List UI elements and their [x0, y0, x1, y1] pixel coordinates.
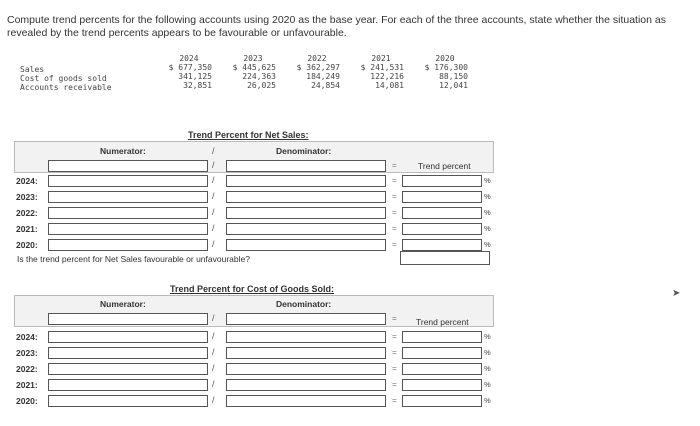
divide-symbol: /: [212, 379, 215, 389]
cogs-header-denominator-input[interactable]: [226, 313, 386, 325]
cell: 341,125: [178, 72, 212, 81]
divide-symbol: /: [212, 313, 215, 323]
cogs-numerator-input[interactable]: [48, 363, 208, 375]
percent-symbol: %: [484, 224, 491, 233]
denominator-label: Denominator:: [276, 299, 332, 309]
divide-symbol: /: [212, 146, 215, 156]
sales-trend-input[interactable]: [402, 223, 482, 235]
percent-symbol: %: [484, 240, 491, 249]
cogs-denominator-input[interactable]: [226, 347, 386, 359]
sales-trend-input[interactable]: [402, 175, 482, 187]
row-label-sales: Sales: [20, 65, 45, 74]
sales-row-2021: [14, 222, 500, 236]
sales-numerator-input[interactable]: [48, 175, 208, 187]
sales-row-2023: [14, 190, 500, 204]
cogs-section-title: Trend Percent for Cost of Goods Sold:: [170, 284, 335, 294]
cell: 14,081: [375, 81, 404, 90]
cogs-trend-input[interactable]: [402, 347, 482, 359]
col-year: 2022: [307, 54, 327, 63]
sales-favourable-question: Is the trend percent for Net Sales favourable or unfavourable?: [17, 254, 250, 264]
cell: 224,363: [242, 72, 276, 81]
equals-symbol: =: [392, 208, 397, 217]
divide-symbol: /: [212, 175, 215, 185]
sales-header-denominator-input[interactable]: [226, 160, 386, 172]
equals-symbol: =: [392, 396, 397, 405]
col-year: 2021: [371, 54, 391, 63]
cogs-row-2022: [14, 362, 500, 376]
year-label: 2022:: [16, 364, 38, 374]
year-label: 2020:: [16, 240, 38, 250]
year-label: 2021:: [16, 380, 38, 390]
col-year: 2023: [243, 54, 263, 63]
cell: $ 677,350: [168, 63, 212, 72]
percent-symbol: %: [484, 192, 491, 201]
equals-symbol: =: [392, 161, 397, 170]
cell: 12,041: [439, 81, 468, 90]
sales-numerator-input[interactable]: [48, 207, 208, 219]
cursor-icon: ➤: [672, 288, 681, 299]
year-label: 2024:: [16, 176, 38, 186]
divide-symbol: /: [212, 191, 215, 201]
col-2020: [422, 54, 468, 90]
percent-symbol: %: [484, 348, 491, 357]
cogs-row-2023: [14, 346, 500, 360]
cogs-row-2024: [14, 330, 500, 344]
sales-trend-input[interactable]: [402, 207, 482, 219]
cogs-denominator-input[interactable]: [226, 379, 386, 391]
cell: 26,025: [247, 81, 276, 90]
cogs-trend-input[interactable]: [402, 363, 482, 375]
cogs-row-2021: [14, 378, 500, 392]
equals-symbol: =: [392, 192, 397, 201]
equals-symbol: =: [392, 380, 397, 389]
sales-favourable-select[interactable]: [400, 251, 490, 265]
divide-symbol: /: [212, 223, 215, 233]
col-2021: [358, 54, 404, 90]
sales-row-2022: [14, 206, 500, 220]
trend-percent-label: Trend percent: [418, 161, 471, 171]
cogs-numerator-input[interactable]: [48, 331, 208, 343]
sales-header-numerator-input[interactable]: [48, 160, 208, 172]
cogs-numerator-input[interactable]: [48, 395, 208, 407]
divide-symbol: /: [212, 239, 215, 249]
cell: 24,854: [311, 81, 340, 90]
cell: $ 362,297: [296, 63, 340, 72]
instructions-text: Compute trend percents for the following accounts using 2020 as the base year. For each of the three accounts, state whether the situation as revealed by the trend percents appears to be favourable or unfavourable.: [7, 14, 666, 39]
numerator-label: Numerator:: [100, 299, 146, 309]
row-labels: [20, 65, 140, 92]
sales-trend-input[interactable]: [402, 191, 482, 203]
cogs-header-numerator-input[interactable]: [48, 313, 208, 325]
trend-percent-label: Trend percent: [416, 317, 469, 327]
equals-symbol: =: [392, 314, 397, 323]
row-label-ar: Accounts receivable: [20, 83, 112, 92]
sales-section-title: Trend Percent for Net Sales:: [188, 130, 309, 140]
sales-denominator-input[interactable]: [226, 175, 386, 187]
denominator-label: Denominator:: [276, 146, 332, 156]
cogs-denominator-input[interactable]: [226, 395, 386, 407]
percent-symbol: %: [484, 380, 491, 389]
equals-symbol: =: [392, 240, 397, 249]
divide-symbol: /: [212, 395, 215, 405]
sales-row-2020: [14, 238, 500, 252]
equals-symbol: =: [392, 364, 397, 373]
cogs-numerator-input[interactable]: [48, 347, 208, 359]
cell: 88,150: [439, 72, 468, 81]
divide-symbol: /: [212, 363, 215, 373]
year-label: 2024:: [16, 332, 38, 342]
cell: $ 176,300: [424, 63, 468, 72]
equals-symbol: =: [392, 348, 397, 357]
year-label: 2023:: [16, 192, 38, 202]
cell: 184,249: [306, 72, 340, 81]
cogs-row-2020: [14, 394, 500, 408]
sales-denominator-input[interactable]: [226, 191, 386, 203]
sales-numerator-input[interactable]: [48, 239, 208, 251]
percent-symbol: %: [484, 332, 491, 341]
col-year: 2024: [179, 54, 199, 63]
percent-symbol: %: [484, 176, 491, 185]
cogs-trend-input[interactable]: [402, 331, 482, 343]
divide-symbol: /: [212, 331, 215, 341]
numerator-label: Numerator:: [100, 146, 146, 156]
divide-symbol: /: [212, 160, 215, 170]
cogs-denominator-input[interactable]: [226, 363, 386, 375]
col-2023: [230, 54, 276, 90]
equals-symbol: =: [392, 224, 397, 233]
cogs-trend-input[interactable]: [402, 395, 482, 407]
cell: 32,851: [183, 81, 212, 90]
sales-row-2024: [14, 174, 500, 188]
col-2022: [294, 54, 340, 90]
year-label: 2020:: [16, 396, 38, 406]
year-label: 2021:: [16, 224, 38, 234]
cell: 122,216: [370, 72, 404, 81]
sales-denominator-input[interactable]: [226, 239, 386, 251]
percent-symbol: %: [484, 396, 491, 405]
year-label: 2022:: [16, 208, 38, 218]
cogs-numerator-input[interactable]: [48, 379, 208, 391]
equals-symbol: =: [392, 332, 397, 341]
percent-symbol: %: [484, 208, 491, 217]
cell: $ 241,531: [360, 63, 404, 72]
sales-numerator-input[interactable]: [48, 223, 208, 235]
sales-trend-input[interactable]: [402, 239, 482, 251]
cogs-denominator-input[interactable]: [226, 331, 386, 343]
col-year: 2020: [435, 54, 455, 63]
cell: $ 445,625: [232, 63, 276, 72]
cogs-trend-input[interactable]: [402, 379, 482, 391]
divide-symbol: /: [212, 207, 215, 217]
year-label: 2023:: [16, 348, 38, 358]
row-label-cogs: Cost of goods sold: [20, 74, 107, 83]
col-2024: [166, 54, 212, 90]
sales-numerator-input[interactable]: [48, 191, 208, 203]
sales-denominator-input[interactable]: [226, 223, 386, 235]
percent-symbol: %: [484, 364, 491, 373]
sales-denominator-input[interactable]: [226, 207, 386, 219]
equals-symbol: =: [392, 176, 397, 185]
divide-symbol: /: [212, 347, 215, 357]
